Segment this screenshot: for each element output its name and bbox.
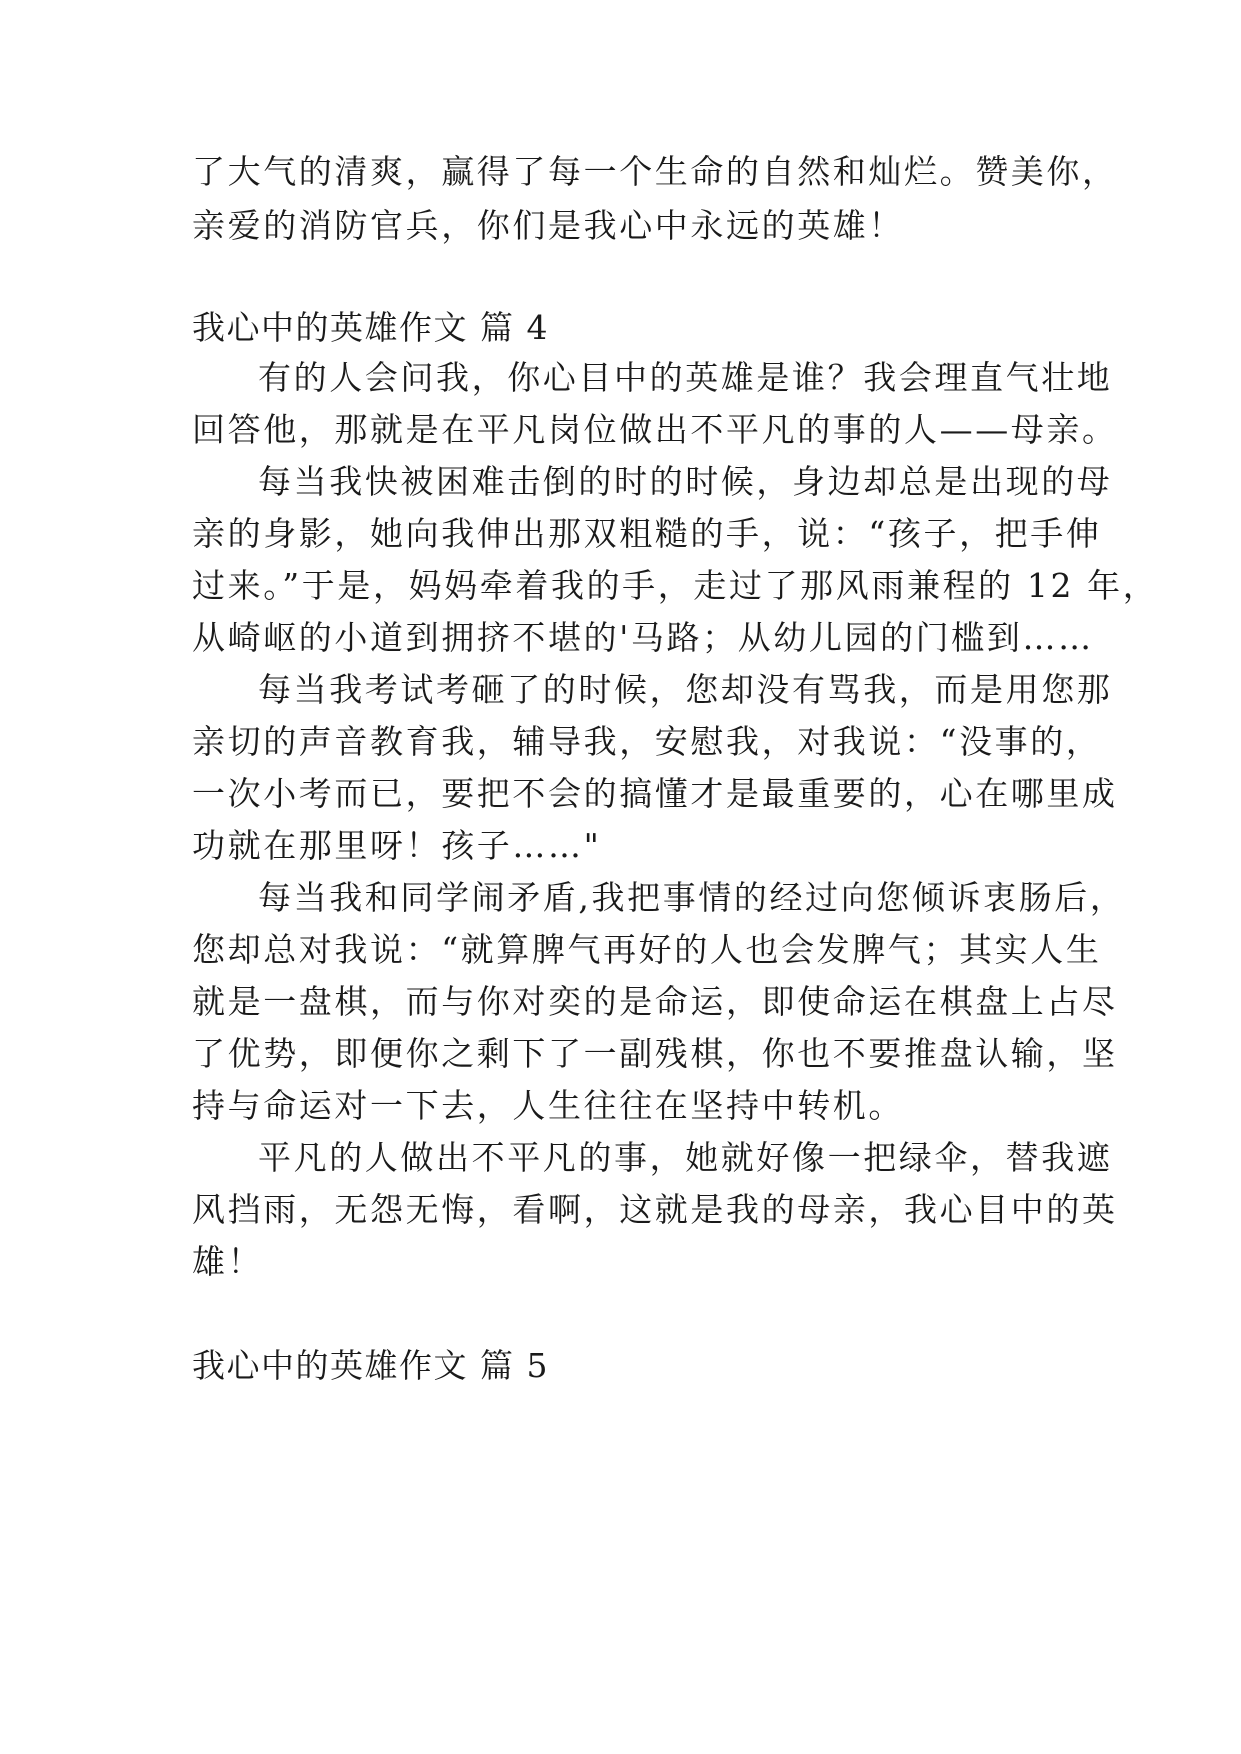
text-line: 亲的身影，她向我伸出那双粗糙的手，说：“孩子，把手伸 bbox=[192, 514, 1102, 553]
text-line: 功就在那里呀！孩子……" bbox=[192, 826, 602, 865]
text-line: 平凡的人做出不平凡的事，她就好像一把绿伞，替我遮 bbox=[258, 1138, 1113, 1177]
text-line: 每当我快被困难击倒的时的时候，身边却总是出现的母 bbox=[258, 462, 1113, 501]
text-line: 就是一盘棋，而与你对奕的是命运，即使命运在棋盘上占尽 bbox=[192, 982, 1118, 1021]
text-line: 有的人会问我，你心目中的英雄是谁？我会理直气壮地 bbox=[258, 358, 1113, 397]
text-line: 持与命运对一下去，人生往往在坚持中转机。 bbox=[192, 1086, 904, 1125]
text-line: 了优势，即便你之剩下了一副残棋，你也不要推盘认输，坚 bbox=[192, 1034, 1118, 1073]
text-line: 过来。”于是，妈妈牵着我的手，走过了那风雨兼程的 12 年， bbox=[192, 566, 1159, 605]
text-line: 亲切的声音教育我，辅导我，安慰我，对我说：“没事的， bbox=[192, 722, 1102, 761]
text-line: 回答他，那就是在平凡岗位做出不平凡的事的人——母亲。 bbox=[192, 410, 1118, 449]
text-line: 一次小考而已，要把不会的搞懂才是最重要的，心在哪里成 bbox=[192, 774, 1118, 813]
text-line: 雄！ bbox=[192, 1242, 264, 1281]
text-line: 您却总对我说：“就算脾气再好的人也会发脾气；其实人生 bbox=[192, 930, 1102, 969]
text-line: 从崎岖的小道到拥挤不堪的'马路；从幼儿园的门槛到…… bbox=[192, 618, 1094, 657]
text-line: 每当我和同学闹矛盾,我把事情的经过向您倾诉衷肠后， bbox=[258, 878, 1126, 917]
section-heading: 我心中的英雄作文 篇 4 bbox=[192, 308, 549, 347]
text-line: 了大气的清爽，赢得了每一个生命的自然和灿烂。赞美你， bbox=[192, 152, 1118, 191]
section-heading: 我心中的英雄作文 篇 5 bbox=[192, 1346, 549, 1385]
document-page bbox=[192, 0, 1159, 1754]
text-line: 每当我考试考砸了的时候，您却没有骂我，而是用您那 bbox=[258, 670, 1113, 709]
text-line: 风挡雨，无怨无悔，看啊，这就是我的母亲，我心目中的英 bbox=[192, 1190, 1118, 1229]
text-line: 亲爱的消防官兵，你们是我心中永远的英雄！ bbox=[192, 206, 904, 245]
